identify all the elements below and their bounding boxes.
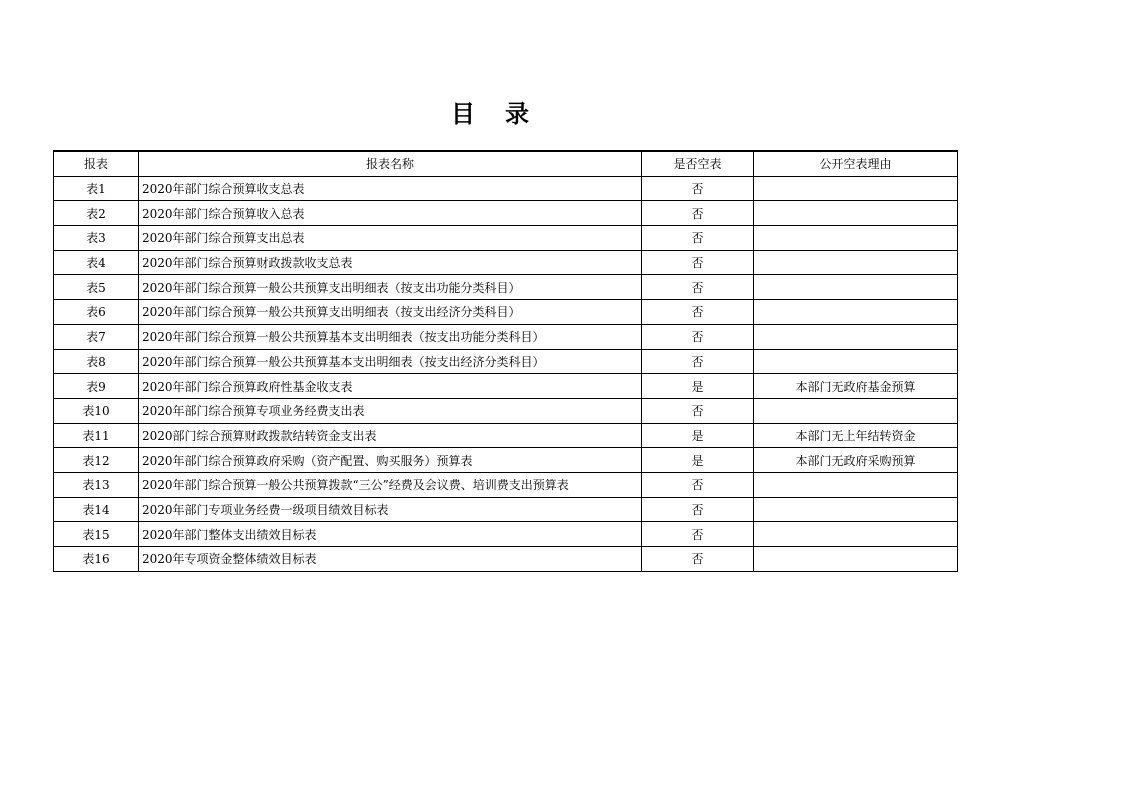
table-row <box>54 201 958 226</box>
report-name-cell: 2020年部门综合预算专项业务经费支出表 <box>139 398 642 423</box>
report-id-cell: 表5 <box>54 275 139 300</box>
report-name-cell: 2020年部门综合预算支出总表 <box>139 226 642 251</box>
table-row <box>54 275 958 300</box>
empty-reason-cell <box>754 275 958 300</box>
report-id-cell: 表6 <box>54 300 139 325</box>
report-id-cell: 表10 <box>54 398 139 423</box>
table-row <box>54 547 958 572</box>
empty-reason-cell: 本部门无政府基金预算 <box>754 374 958 399</box>
is-empty-cell: 否 <box>642 324 754 349</box>
empty-reason-cell <box>754 522 958 547</box>
is-empty-cell: 是 <box>642 374 754 399</box>
is-empty-cell: 否 <box>642 547 754 572</box>
table-body <box>54 176 958 571</box>
report-id-cell: 表7 <box>54 324 139 349</box>
report-id-cell: 表13 <box>54 472 139 497</box>
report-name-cell: 2020年部门综合预算政府性基金收支表 <box>139 374 642 399</box>
empty-reason-cell <box>754 547 958 572</box>
empty-reason-cell <box>754 324 958 349</box>
empty-reason-cell: 本部门无上年结转资金 <box>754 423 958 448</box>
header-empty-reason: 公开空表理由 <box>754 151 958 176</box>
empty-reason-cell <box>754 226 958 251</box>
page-title: 目录 <box>451 100 559 128</box>
report-name-cell: 2020年部门整体支出绩效目标表 <box>139 522 642 547</box>
is-empty-cell: 否 <box>642 398 754 423</box>
report-name-cell: 2020年部门综合预算一般公共预算基本支出明细表（按支出功能分类科目） <box>139 324 642 349</box>
report-id-cell: 表4 <box>54 250 139 275</box>
report-name-cell: 2020年部门综合预算财政拨款收支总表 <box>139 250 642 275</box>
table-row <box>54 250 958 275</box>
is-empty-cell: 否 <box>642 226 754 251</box>
is-empty-cell: 否 <box>642 250 754 275</box>
table-header-row <box>54 151 958 176</box>
report-name-cell: 2020年部门综合预算一般公共预算基本支出明细表（按支出经济分类科目） <box>139 349 642 374</box>
empty-reason-cell <box>754 300 958 325</box>
report-id-cell: 表16 <box>54 547 139 572</box>
header-report-id: 报表 <box>54 151 139 176</box>
report-id-cell: 表15 <box>54 522 139 547</box>
is-empty-cell: 否 <box>642 201 754 226</box>
empty-reason-cell <box>754 201 958 226</box>
is-empty-cell: 否 <box>642 522 754 547</box>
report-name-cell: 2020年部门综合预算一般公共预算拨款“三公”经费及会议费、培训费支出预算表 <box>139 472 642 497</box>
report-id-cell: 表1 <box>54 176 139 201</box>
header-report-name: 报表名称 <box>139 151 642 176</box>
is-empty-cell: 否 <box>642 349 754 374</box>
table-row <box>54 522 958 547</box>
empty-reason-cell <box>754 398 958 423</box>
table-row <box>54 349 958 374</box>
table-row <box>54 374 958 399</box>
report-name-cell: 2020年部门综合预算一般公共预算支出明细表（按支出功能分类科目） <box>139 275 642 300</box>
report-id-cell: 表12 <box>54 448 139 473</box>
empty-reason-cell <box>754 250 958 275</box>
report-name-cell: 2020年部门综合预算收入总表 <box>139 201 642 226</box>
empty-reason-cell <box>754 472 958 497</box>
header-is-empty: 是否空表 <box>642 151 754 176</box>
empty-reason-cell <box>754 349 958 374</box>
table-row <box>54 423 958 448</box>
table-row <box>54 472 958 497</box>
report-id-cell: 表2 <box>54 201 139 226</box>
report-name-cell: 2020年专项资金整体绩效目标表 <box>139 547 642 572</box>
report-name-cell: 2020部门综合预算财政拨款结转资金支出表 <box>139 423 642 448</box>
report-id-cell: 表8 <box>54 349 139 374</box>
table-row <box>54 448 958 473</box>
empty-reason-cell <box>754 497 958 522</box>
is-empty-cell: 是 <box>642 423 754 448</box>
empty-reason-cell <box>754 176 958 201</box>
report-name-cell: 2020年部门综合预算政府采购（资产配置、购买服务）预算表 <box>139 448 642 473</box>
table-row <box>54 226 958 251</box>
toc-table <box>53 150 958 572</box>
empty-reason-cell: 本部门无政府采购预算 <box>754 448 958 473</box>
report-id-cell: 表14 <box>54 497 139 522</box>
report-name-cell: 2020年部门综合预算收支总表 <box>139 176 642 201</box>
table-row <box>54 324 958 349</box>
is-empty-cell: 否 <box>642 497 754 522</box>
report-id-cell: 表9 <box>54 374 139 399</box>
is-empty-cell: 否 <box>642 275 754 300</box>
report-name-cell: 2020年部门综合预算一般公共预算支出明细表（按支出经济分类科目） <box>139 300 642 325</box>
table-row <box>54 300 958 325</box>
is-empty-cell: 否 <box>642 176 754 201</box>
report-name-cell: 2020年部门专项业务经费一级项目绩效目标表 <box>139 497 642 522</box>
is-empty-cell: 是 <box>642 448 754 473</box>
table-row <box>54 398 958 423</box>
is-empty-cell: 否 <box>642 472 754 497</box>
table-row <box>54 497 958 522</box>
report-id-cell: 表3 <box>54 226 139 251</box>
is-empty-cell: 否 <box>642 300 754 325</box>
report-id-cell: 表11 <box>54 423 139 448</box>
table-row <box>54 176 958 201</box>
